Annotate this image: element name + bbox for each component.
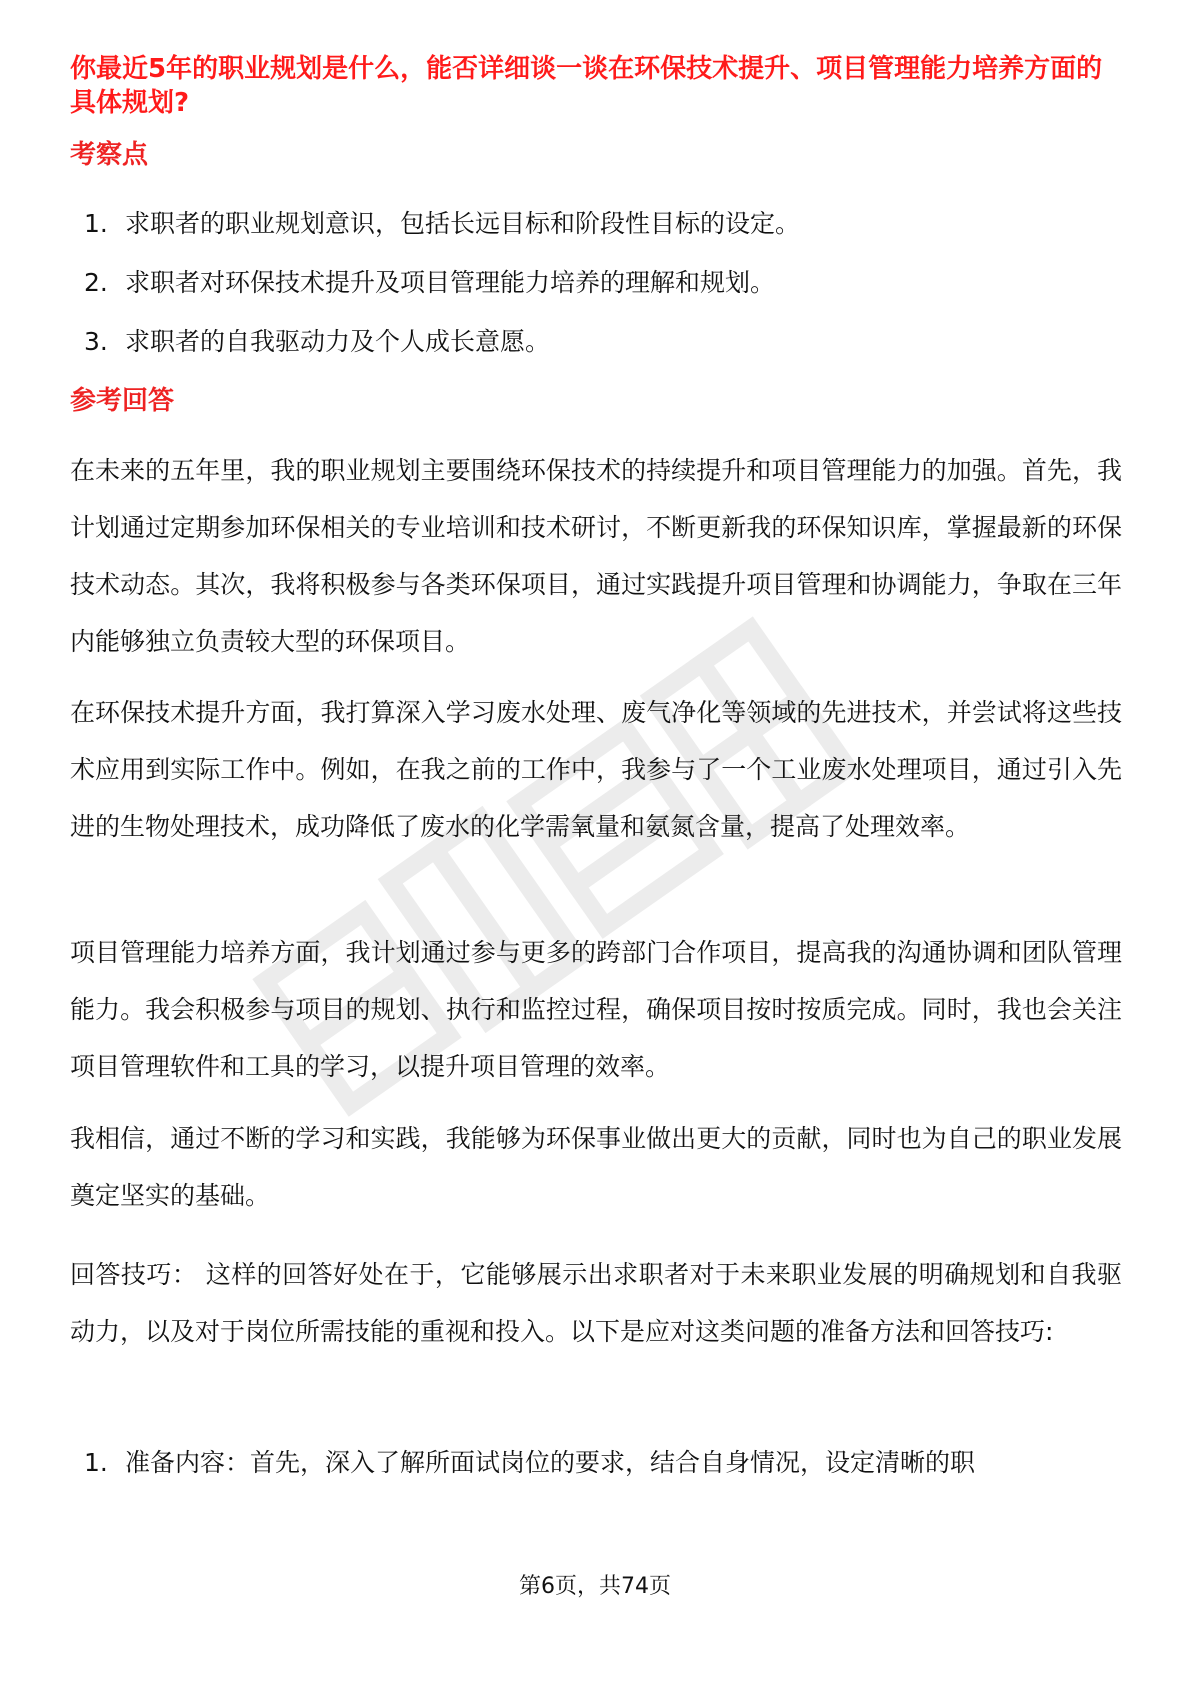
answer-paragraph: 我相信，通过不断的学习和实践，我能够为环保事业做出更大的贡献，同时也为自己的职业发展奠定坚实的基础。 xyxy=(70,1124,1122,1210)
answer-paragraph: 项目管理能力培养方面，我计划通过参与更多的跨部门合作项目，提高我的沟通协调和团队管理能力。我会积极参与项目的规划、执行和监控过程，确保项目按时按质完成。同时，我也会关注项目管理软件和工具的学习，以提升项目管理的效率。 xyxy=(70,938,1122,1081)
list-item xyxy=(70,325,1120,359)
list-number: 2. xyxy=(84,268,108,297)
reference-answer-heading: 参考回答 xyxy=(70,386,175,416)
list-item xyxy=(70,207,1120,241)
answer-paragraph: 在未来的五年里，我的职业规划主要围绕环保技术的持续提升和项目管理能力的加强。首先，我计划通过定期参加环保相关的专业培训和技术研讨，不断更新我的环保知识库，掌握最新的环保技术动态。其次，我将积极参与各类环保项目，通过实践提升项目管理和协调能力，争取在三年内能够独立负责较大型的环保项目。 xyxy=(70,456,1122,656)
list-text: 求职者的职业规划意识，包括长远目标和阶段性目标的设定。 xyxy=(125,209,801,238)
key-points-heading: 考察点 xyxy=(70,140,149,170)
list-item xyxy=(70,266,1120,300)
list-text: 准备内容：首先，深入了解所面试岗位的要求，结合自身情况，设定清晰的职 xyxy=(125,1448,976,1477)
list-number: 3. xyxy=(84,327,108,356)
list-number: 1. xyxy=(84,1448,108,1477)
key-points-list xyxy=(70,207,1120,384)
question-title: 你最近5年的职业规划是什么，能否详细谈一谈在环保技术提升、项目管理能力培养方面的具体规划? xyxy=(70,54,1103,118)
answer-paragraph: 在环保技术提升方面，我打算深入学习废水处理、废气净化等领域的先进技术，并尝试将这些技术应用到实际工作中。例如，在我之前的工作中，我参与了一个工业废水处理项目，通过引入先进的生物处理技术，成功降低了废水的化学需氧量和氨氮含量，提高了处理效率。 xyxy=(70,698,1122,841)
answer-tips-paragraph: 回答技巧： 这样的回答好处在于，它能够展示出求职者对于未来职业发展的明确规划和自我驱动力，以及对于岗位所需技能的重视和投入。以下是应对这类问题的准备方法和回答技巧: xyxy=(70,1260,1122,1346)
list-text: 求职者的自我驱动力及个人成长意愿。 xyxy=(125,327,551,356)
page-number-footer: 第6页，共74页 xyxy=(519,1574,671,1599)
list-number: 1. xyxy=(84,209,108,238)
list-text: 求职者对环保技术提升及项目管理能力培养的理解和规划。 xyxy=(125,268,776,297)
